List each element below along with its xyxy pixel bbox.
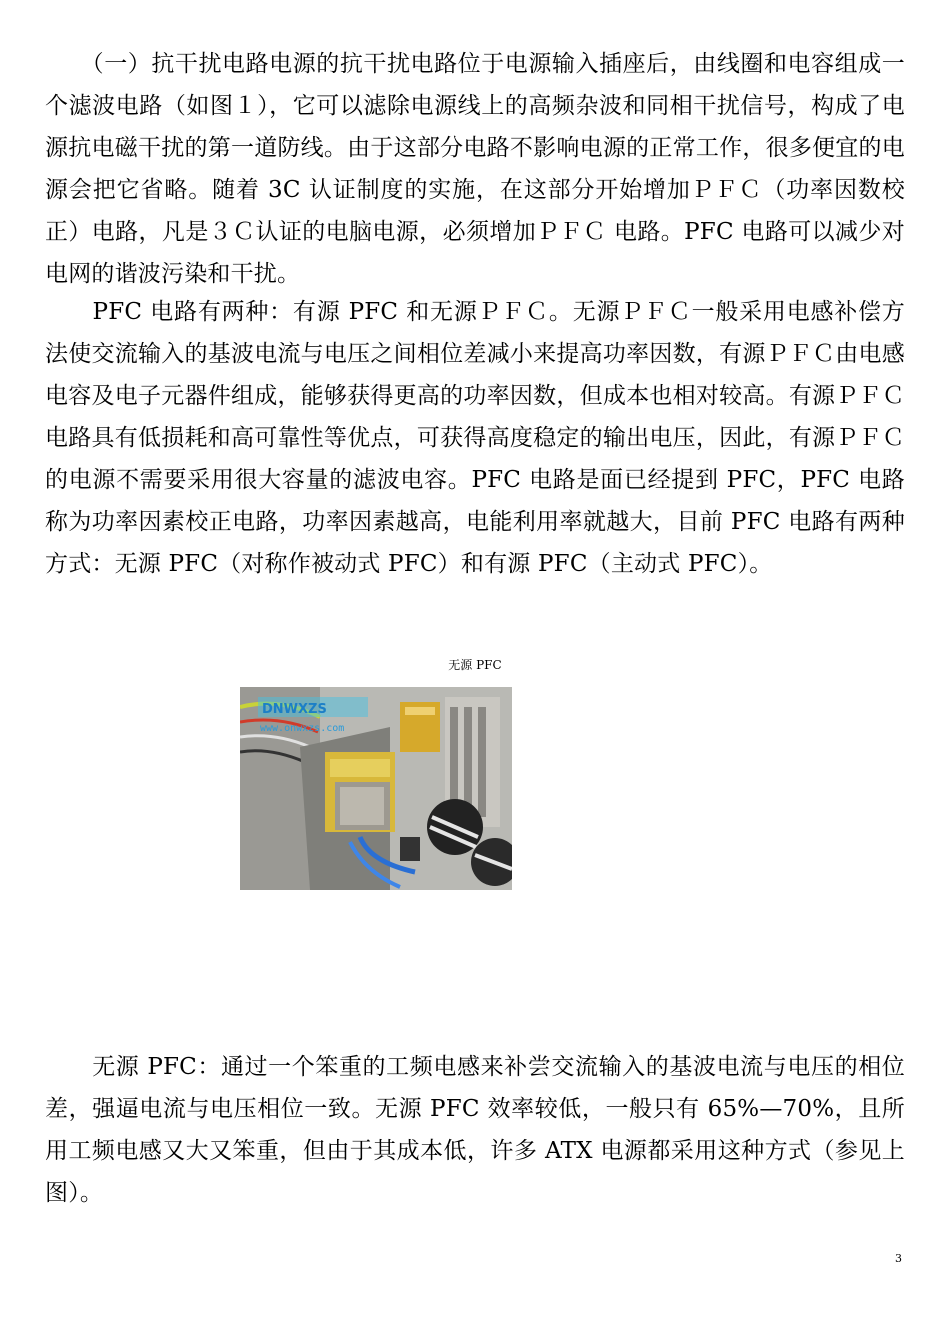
paragraph-pfc-types: PFC 电路有两种：有源 PFC 和无源ＰＦＣ。无源ＰＦＣ一般采用电感补偿方法使交流输入的基波电流与电压之间相位差减小来提高功率因数，有源ＰＦＣ由电感电容及电子元器件组成，能够获得更高的功率因数，但成本也相对较高。有源ＰＦＣ 电路具有低损耗和高可靠性等优点，可获得高度稳定的输出电压，因此，有源ＰＦＣ的电源不需要采用很大容量的滤波电容。PFC 电路是面已经提到 PFC，PFC 电路称为功率因素校正电路，功率因素越高，电能利用率就越大，目前 PFC 电路有两种方式：无源 PFC（对称作被动式 PFC）和有源 PFC（主动式 PFC）。	[45, 299, 905, 577]
passive-pfc-photo	[240, 687, 512, 890]
paragraph-passive-pfc: 无源 PFC：通过一个笨重的工频电感来补尝交流输入的基波电流与电压的相位差，强逼电流与电压相位一致。无源 PFC 效率较低，一般只有 65%—70%，且所用工频电感又大又笨重，但由于其成本低，许多 ATX 电源都采用这种方式（参见上图）。	[45, 1054, 905, 1206]
figure-caption: 无源 PFC	[448, 658, 502, 672]
svg-text:DNWXZS: DNWXZS	[262, 702, 327, 717]
watermark-text: www.onwxzs.com	[260, 723, 345, 734]
page-number: 3	[895, 1252, 902, 1265]
paragraph-anti-interference: （一）抗干扰电路电源的抗干扰电路位于电源输入插座后，由线圈和电容组成一个滤波电路（如图１），它可以滤除电源线上的高频杂波和同相干扰信号，构成了电源抗电磁干扰的第一道防线。由于这部分电路不影响电源的正常工作，很多便宜的电源会把它省略。随着 3C 认证制度的实施，在这部分开始增加ＰＦＣ（功率因数校正）电路，凡是３Ｃ认证的电脑电源，必须增加ＰＦＣ 电路。PFC 电路可以减少对电网的谐波污染和干扰。	[45, 51, 905, 287]
